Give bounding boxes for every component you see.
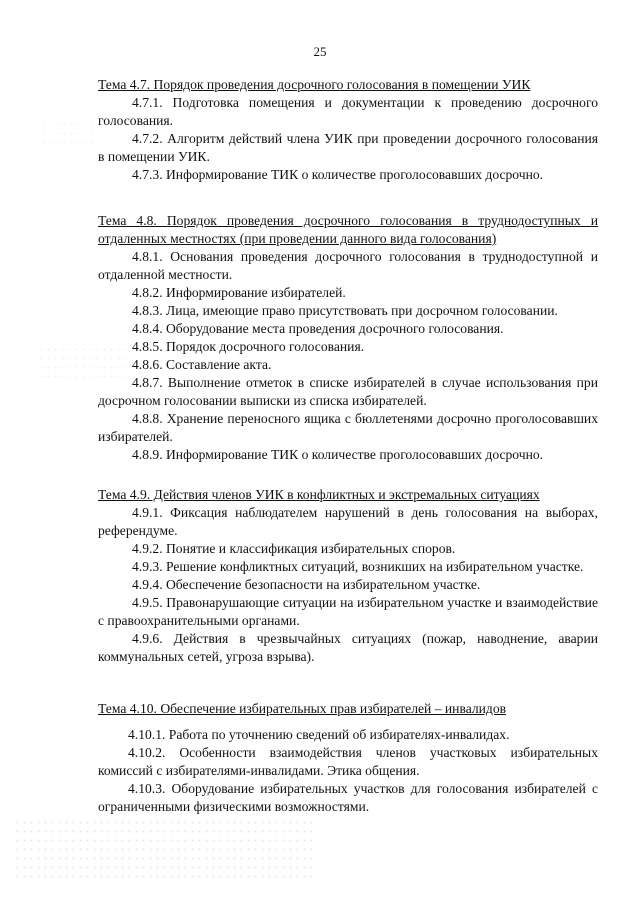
- list-item: 4.8.4. Оборудование места проведения досрочного голосования.: [132, 321, 504, 336]
- section-title: Тема 4.7. Порядок проведения досрочного голосования в помещении УИК: [98, 77, 531, 92]
- list-item: 4.10.1. Работа по уточнению сведений об избирателях-инвалидах.: [128, 727, 510, 742]
- section-topic-4-7: [98, 76, 598, 184]
- section-title: Тема 4.8. Порядок проведения досрочного голосования в труднодоступных и отдаленных местностях (при проведении данного вида голосования): [98, 213, 598, 246]
- list-item: 4.9.4. Обеспечение безопасности на избирательном участке.: [132, 577, 481, 592]
- list-item: 4.9.6. Действия в чрезвычайных ситуациях (пожар, наводнение, аварии коммунальных сетей, угроза взрыва).: [98, 631, 598, 664]
- section-topic-4-8: [98, 212, 598, 464]
- list-item: 4.7.3. Информирование ТИК о количестве проголосовавших досрочно.: [132, 167, 544, 182]
- list-item: 4.9.1. Фиксация наблюдателем нарушений в день голосования на выборах, референдуме.: [98, 505, 598, 538]
- list-item: 4.8.2. Информирование избирателей.: [132, 285, 346, 300]
- list-item: 4.10.3. Оборудование избирательных участков для голосования избирателей с ограниченными физическими возможностями.: [98, 781, 598, 814]
- list-item: 4.8.3. Лица, имеющие право присутствовать при досрочном голосовании.: [132, 303, 558, 318]
- list-item: 4.8.8. Хранение переносного ящика с бюллетенями досрочно проголосовавших избирателей.: [98, 411, 598, 444]
- list-item: 4.7.2. Алгоритм действий члена УИК при проведении досрочного голосования в помещении УИК.: [98, 131, 598, 164]
- scan-noise: [40, 120, 100, 148]
- list-item: 4.8.7. Выполнение отметок в списке избирателей в случае использования при досрочном голосовании выписки из списка избирателей.: [98, 375, 598, 408]
- list-item: 4.9.3. Решение конфликтных ситуаций, возникших на избирательном участке.: [132, 559, 584, 574]
- list-item: 4.9.2. Понятие и классификация избирательных споров.: [132, 541, 456, 556]
- section-title: Тема 4.9. Действия членов УИК в конфликтных и экстремальных ситуациях: [98, 487, 540, 502]
- page-number: 25: [313, 44, 327, 59]
- list-item: 4.8.1. Основания проведения досрочного голосования в труднодоступной и отдаленной местности.: [98, 249, 598, 282]
- list-item: 4.10.2. Особенности взаимодействия членов участковых избирательных комиссий с избирателями-инвалидами. Этика общения.: [98, 745, 598, 778]
- section-topic-4-10: [98, 700, 598, 816]
- section-title: Тема 4.10. Обеспечение избирательных прав избирателей – инвалидов: [98, 701, 507, 716]
- scan-noise: [14, 818, 314, 878]
- list-item: 4.8.9. Информирование ТИК о количестве проголосовавших досрочно.: [132, 447, 544, 462]
- section-topic-4-9: [98, 486, 598, 666]
- list-item: 4.9.5. Правонарушающие ситуации на избирательном участке и взаимодействие с правоохранительными органами.: [98, 595, 598, 628]
- list-item: 4.8.5. Порядок досрочного голосования.: [132, 339, 365, 354]
- list-item: 4.8.6. Составление акта.: [132, 357, 272, 372]
- list-item: 4.7.1. Подготовка помещения и документации к проведению досрочного голосования.: [98, 95, 598, 128]
